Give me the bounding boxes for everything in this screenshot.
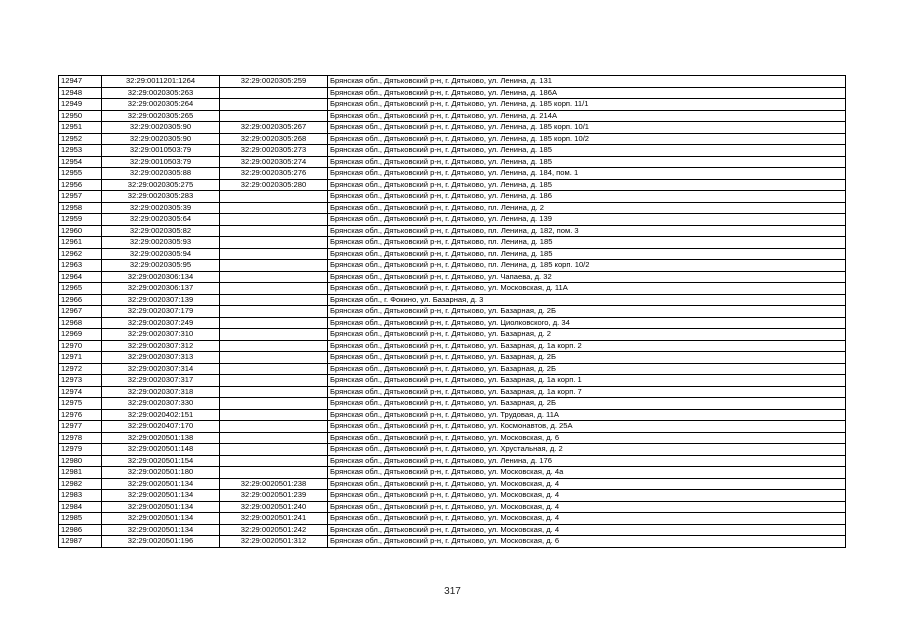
table-row [59,306,846,318]
related-cadastral-number-cell [220,191,328,203]
related-cadastral-number-cell [220,260,328,272]
related-cadastral-number-cell [220,455,328,467]
related-cadastral-number-cell [220,409,328,421]
row-number-cell: 12949 [59,99,102,111]
cadastral-number-cell: 32:29:0020305:263 [102,87,220,99]
row-number-cell: 12951 [59,122,102,134]
related-cadastral-number-cell: 32:29:0020501:239 [220,490,328,502]
row-number-cell: 12977 [59,421,102,433]
row-number-cell: 12965 [59,283,102,295]
row-number-cell: 12957 [59,191,102,203]
address-cell: Брянская обл., Дятьковский р-н, г. Дятьково, ул. Базарная, д. 2Б [328,363,846,375]
registry-table [58,75,846,548]
address-cell: Брянская обл., Дятьковский р-н, г. Дятьково, пл. Ленина, д. 2 [328,202,846,214]
cadastral-number-cell: 32:29:0020305:90 [102,122,220,134]
row-number-cell: 12976 [59,409,102,421]
cadastral-number-cell: 32:29:0020305:264 [102,99,220,111]
row-number-cell: 12950 [59,110,102,122]
related-cadastral-number-cell [220,432,328,444]
related-cadastral-number-cell [220,421,328,433]
address-cell: Брянская обл., Дятьковский р-н, г. Дятьково, ул. Московская, д. 4 [328,478,846,490]
table-row [59,248,846,260]
row-number-cell: 12961 [59,237,102,249]
table-row [59,145,846,157]
cadastral-number-cell: 32:29:0011201:1264 [102,76,220,88]
related-cadastral-number-cell: 32:29:0020305:259 [220,76,328,88]
related-cadastral-number-cell: 32:29:0020501:238 [220,478,328,490]
related-cadastral-number-cell: 32:29:0020305:268 [220,133,328,145]
row-number-cell: 12962 [59,248,102,260]
address-cell: Брянская обл., Дятьковский р-н, г. Дятьково, ул. Ленина, д. 186А [328,87,846,99]
cadastral-number-cell: 32:29:0020306:137 [102,283,220,295]
table-row [59,340,846,352]
cadastral-number-cell: 32:29:0020307:179 [102,306,220,318]
cadastral-number-cell: 32:29:0020307:310 [102,329,220,341]
table-row [59,110,846,122]
table-row [59,237,846,249]
address-cell: Брянская обл., Дятьковский р-н, г. Дятьково, ул. Ленина, д. 185 корп. 10/2 [328,133,846,145]
cadastral-number-cell: 32:29:0020305:95 [102,260,220,272]
related-cadastral-number-cell [220,329,328,341]
table-row [59,536,846,548]
cadastral-number-cell: 32:29:0020307:317 [102,375,220,387]
address-cell: Брянская обл., Дятьковский р-н, г. Дятьково, ул. Ленина, д. 131 [328,76,846,88]
related-cadastral-number-cell [220,225,328,237]
row-number-cell: 12967 [59,306,102,318]
table-row [59,214,846,226]
address-cell: Брянская обл., г. Фокино, ул. Базарная, д. 3 [328,294,846,306]
table-row [59,363,846,375]
address-cell: Брянская обл., Дятьковский р-н, г. Дятьково, ул. Московская, д. 4 [328,501,846,513]
related-cadastral-number-cell [220,352,328,364]
address-cell: Брянская обл., Дятьковский р-н, г. Дятьково, ул. Московская, д. 4 [328,524,846,536]
row-number-cell: 12984 [59,501,102,513]
cadastral-number-cell: 32:29:0020501:148 [102,444,220,456]
registry-table-container [58,75,846,548]
address-cell: Брянская обл., Дятьковский р-н, г. Дятьково, ул. Ленина, д. 186 [328,191,846,203]
cadastral-number-cell: 32:29:0020305:82 [102,225,220,237]
table-row [59,225,846,237]
related-cadastral-number-cell [220,306,328,318]
table-row [59,386,846,398]
registry-table-body [59,76,846,548]
related-cadastral-number-cell [220,99,328,111]
cadastral-number-cell: 32:29:0020407:170 [102,421,220,433]
cadastral-number-cell: 32:29:0020306:134 [102,271,220,283]
table-row [59,260,846,272]
cadastral-number-cell: 32:29:0020501:134 [102,513,220,525]
address-cell: Брянская обл., Дятьковский р-н, г. Дятьково, ул. Трудовая, д. 11А [328,409,846,421]
related-cadastral-number-cell: 32:29:0020501:312 [220,536,328,548]
related-cadastral-number-cell [220,467,328,479]
cadastral-number-cell: 32:29:0020307:139 [102,294,220,306]
cadastral-number-cell: 32:29:0020305:94 [102,248,220,260]
table-row [59,168,846,180]
cadastral-number-cell: 32:29:0020501:196 [102,536,220,548]
table-row [59,490,846,502]
related-cadastral-number-cell [220,386,328,398]
table-row [59,352,846,364]
row-number-cell: 12968 [59,317,102,329]
table-row [59,294,846,306]
address-cell: Брянская обл., Дятьковский р-н, г. Дятьково, ул. Базарная, д. 2Б [328,352,846,364]
address-cell: Брянская обл., Дятьковский р-н, г. Дятьково, ул. Ленина, д. 184, пом. 1 [328,168,846,180]
table-row [59,87,846,99]
related-cadastral-number-cell [220,375,328,387]
table-row [59,133,846,145]
row-number-cell: 12947 [59,76,102,88]
row-number-cell: 12974 [59,386,102,398]
cadastral-number-cell: 32:29:0020501:134 [102,524,220,536]
table-row [59,501,846,513]
address-cell: Брянская обл., Дятьковский р-н, г. Дятьково, ул. Московская, д. 6 [328,536,846,548]
row-number-cell: 12975 [59,398,102,410]
address-cell: Брянская обл., Дятьковский р-н, г. Дятьково, ул. Базарная, д. 1а корп. 7 [328,386,846,398]
related-cadastral-number-cell: 32:29:0020305:276 [220,168,328,180]
table-row [59,122,846,134]
cadastral-number-cell: 32:29:0020307:313 [102,352,220,364]
cadastral-number-cell: 32:29:0020501:134 [102,501,220,513]
table-row [59,467,846,479]
address-cell: Брянская обл., Дятьковский р-н, г. Дятьково, ул. Ленина, д. 185 [328,179,846,191]
cadastral-number-cell: 32:29:0020305:64 [102,214,220,226]
table-row [59,398,846,410]
related-cadastral-number-cell [220,283,328,295]
table-row [59,432,846,444]
cadastral-number-cell: 32:29:0020307:312 [102,340,220,352]
related-cadastral-number-cell [220,271,328,283]
cadastral-number-cell: 32:29:0010503:79 [102,156,220,168]
table-row [59,156,846,168]
address-cell: Брянская обл., Дятьковский р-н, г. Дятьково, ул. Ленина, д. 214А [328,110,846,122]
page-number: 317 [444,586,461,597]
address-cell: Брянская обл., Дятьковский р-н, г. Дятьково, ул. Московская, д. 6 [328,432,846,444]
table-row [59,99,846,111]
table-row [59,191,846,203]
address-cell: Брянская обл., Дятьковский р-н, г. Дятьково, ул. Ленина, д. 185 [328,156,846,168]
address-cell: Брянская обл., Дятьковский р-н, г. Дятьково, ул. Циолковского, д. 34 [328,317,846,329]
table-row [59,513,846,525]
address-cell: Брянская обл., Дятьковский р-н, г. Дятьково, ул. Базарная, д. 2Б [328,306,846,318]
related-cadastral-number-cell [220,317,328,329]
row-number-cell: 12971 [59,352,102,364]
address-cell: Брянская обл., Дятьковский р-н, г. Дятьково, ул. Ленина, д. 139 [328,214,846,226]
address-cell: Брянская обл., Дятьковский р-н, г. Дятьково, ул. Базарная, д. 2Б [328,398,846,410]
cadastral-number-cell: 32:29:0020402:151 [102,409,220,421]
cadastral-number-cell: 32:29:0020305:90 [102,133,220,145]
cadastral-number-cell: 32:29:0020305:275 [102,179,220,191]
related-cadastral-number-cell [220,398,328,410]
related-cadastral-number-cell: 32:29:0020501:240 [220,501,328,513]
row-number-cell: 12948 [59,87,102,99]
related-cadastral-number-cell [220,444,328,456]
table-row [59,271,846,283]
address-cell: Брянская обл., Дятьковский р-н, г. Дятьково, ул. Космонавтов, д. 25А [328,421,846,433]
address-cell: Брянская обл., Дятьковский р-н, г. Дятьково, пл. Ленина, д. 185 [328,237,846,249]
related-cadastral-number-cell [220,110,328,122]
related-cadastral-number-cell: 32:29:0020305:274 [220,156,328,168]
cadastral-number-cell: 32:29:0020305:88 [102,168,220,180]
cadastral-number-cell: 32:29:0020501:154 [102,455,220,467]
address-cell: Брянская обл., Дятьковский р-н, г. Дятьково, пл. Ленина, д. 182, пом. 3 [328,225,846,237]
table-row [59,202,846,214]
address-cell: Брянская обл., Дятьковский р-н, г. Дятьково, ул. Базарная, д. 1а корп. 1 [328,375,846,387]
address-cell: Брянская обл., Дятьковский р-н, г. Дятьково, пл. Ленина, д. 185 [328,248,846,260]
address-cell: Брянская обл., Дятьковский р-н, г. Дятьково, ул. Московская, д. 4а [328,467,846,479]
related-cadastral-number-cell [220,214,328,226]
cadastral-number-cell: 32:29:0020305:93 [102,237,220,249]
cadastral-number-cell: 32:29:0020501:180 [102,467,220,479]
address-cell: Брянская обл., Дятьковский р-н, г. Дятьково, ул. Чапаева, д. 32 [328,271,846,283]
cadastral-number-cell: 32:29:0020307:318 [102,386,220,398]
related-cadastral-number-cell [220,87,328,99]
related-cadastral-number-cell [220,294,328,306]
table-row [59,283,846,295]
related-cadastral-number-cell [220,237,328,249]
cadastral-number-cell: 32:29:0020305:39 [102,202,220,214]
cadastral-number-cell: 32:29:0020501:134 [102,478,220,490]
related-cadastral-number-cell [220,363,328,375]
table-row [59,409,846,421]
address-cell: Брянская обл., Дятьковский р-н, г. Дятьково, ул. Ленина, д. 185 [328,145,846,157]
row-number-cell: 12960 [59,225,102,237]
row-number-cell: 12983 [59,490,102,502]
row-number-cell: 12982 [59,478,102,490]
table-row [59,444,846,456]
row-number-cell: 12964 [59,271,102,283]
cadastral-number-cell: 32:29:0010503:79 [102,145,220,157]
address-cell: Брянская обл., Дятьковский р-н, г. Дятьково, пл. Ленина, д. 185 корп. 10/2 [328,260,846,272]
row-number-cell: 12955 [59,168,102,180]
row-number-cell: 12966 [59,294,102,306]
address-cell: Брянская обл., Дятьковский р-н, г. Дятьково, ул. Московская, д. 4 [328,490,846,502]
row-number-cell: 12952 [59,133,102,145]
row-number-cell: 12981 [59,467,102,479]
row-number-cell: 12979 [59,444,102,456]
address-cell: Брянская обл., Дятьковский р-н, г. Дятьково, ул. Ленина, д. 185 корп. 11/1 [328,99,846,111]
table-row [59,329,846,341]
row-number-cell: 12972 [59,363,102,375]
address-cell: Брянская обл., Дятьковский р-н, г. Дятьково, ул. Базарная, д. 2 [328,329,846,341]
address-cell: Брянская обл., Дятьковский р-н, г. Дятьково, ул. Ленина, д. 185 корп. 10/1 [328,122,846,134]
related-cadastral-number-cell [220,248,328,260]
cadastral-number-cell: 32:29:0020307:330 [102,398,220,410]
address-cell: Брянская обл., Дятьковский р-н, г. Дятьково, ул. Московская, д. 4 [328,513,846,525]
cadastral-number-cell: 32:29:0020305:265 [102,110,220,122]
cadastral-number-cell: 32:29:0020501:138 [102,432,220,444]
related-cadastral-number-cell: 32:29:0020501:241 [220,513,328,525]
row-number-cell: 12986 [59,524,102,536]
table-row [59,421,846,433]
table-row [59,524,846,536]
cadastral-number-cell: 32:29:0020501:134 [102,490,220,502]
table-row [59,76,846,88]
related-cadastral-number-cell: 32:29:0020305:267 [220,122,328,134]
related-cadastral-number-cell: 32:29:0020305:280 [220,179,328,191]
row-number-cell: 12980 [59,455,102,467]
cadastral-number-cell: 32:29:0020307:314 [102,363,220,375]
cadastral-number-cell: 32:29:0020307:249 [102,317,220,329]
row-number-cell: 12987 [59,536,102,548]
row-number-cell: 12985 [59,513,102,525]
table-row [59,375,846,387]
row-number-cell: 12956 [59,179,102,191]
row-number-cell: 12953 [59,145,102,157]
row-number-cell: 12969 [59,329,102,341]
address-cell: Брянская обл., Дятьковский р-н, г. Дятьково, ул. Базарная, д. 1а корп. 2 [328,340,846,352]
table-row [59,317,846,329]
row-number-cell: 12973 [59,375,102,387]
table-row [59,478,846,490]
cadastral-number-cell: 32:29:0020305:283 [102,191,220,203]
address-cell: Брянская обл., Дятьковский р-н, г. Дятьково, ул. Ленина, д. 176 [328,455,846,467]
related-cadastral-number-cell: 32:29:0020501:242 [220,524,328,536]
related-cadastral-number-cell: 32:29:0020305:273 [220,145,328,157]
related-cadastral-number-cell [220,202,328,214]
row-number-cell: 12963 [59,260,102,272]
row-number-cell: 12959 [59,214,102,226]
row-number-cell: 12958 [59,202,102,214]
address-cell: Брянская обл., Дятьковский р-н, г. Дятьково, ул. Хрустальная, д. 2 [328,444,846,456]
table-row [59,455,846,467]
row-number-cell: 12978 [59,432,102,444]
related-cadastral-number-cell [220,340,328,352]
row-number-cell: 12954 [59,156,102,168]
row-number-cell: 12970 [59,340,102,352]
table-row [59,179,846,191]
address-cell: Брянская обл., Дятьковский р-н, г. Дятьково, ул. Московская, д. 11А [328,283,846,295]
